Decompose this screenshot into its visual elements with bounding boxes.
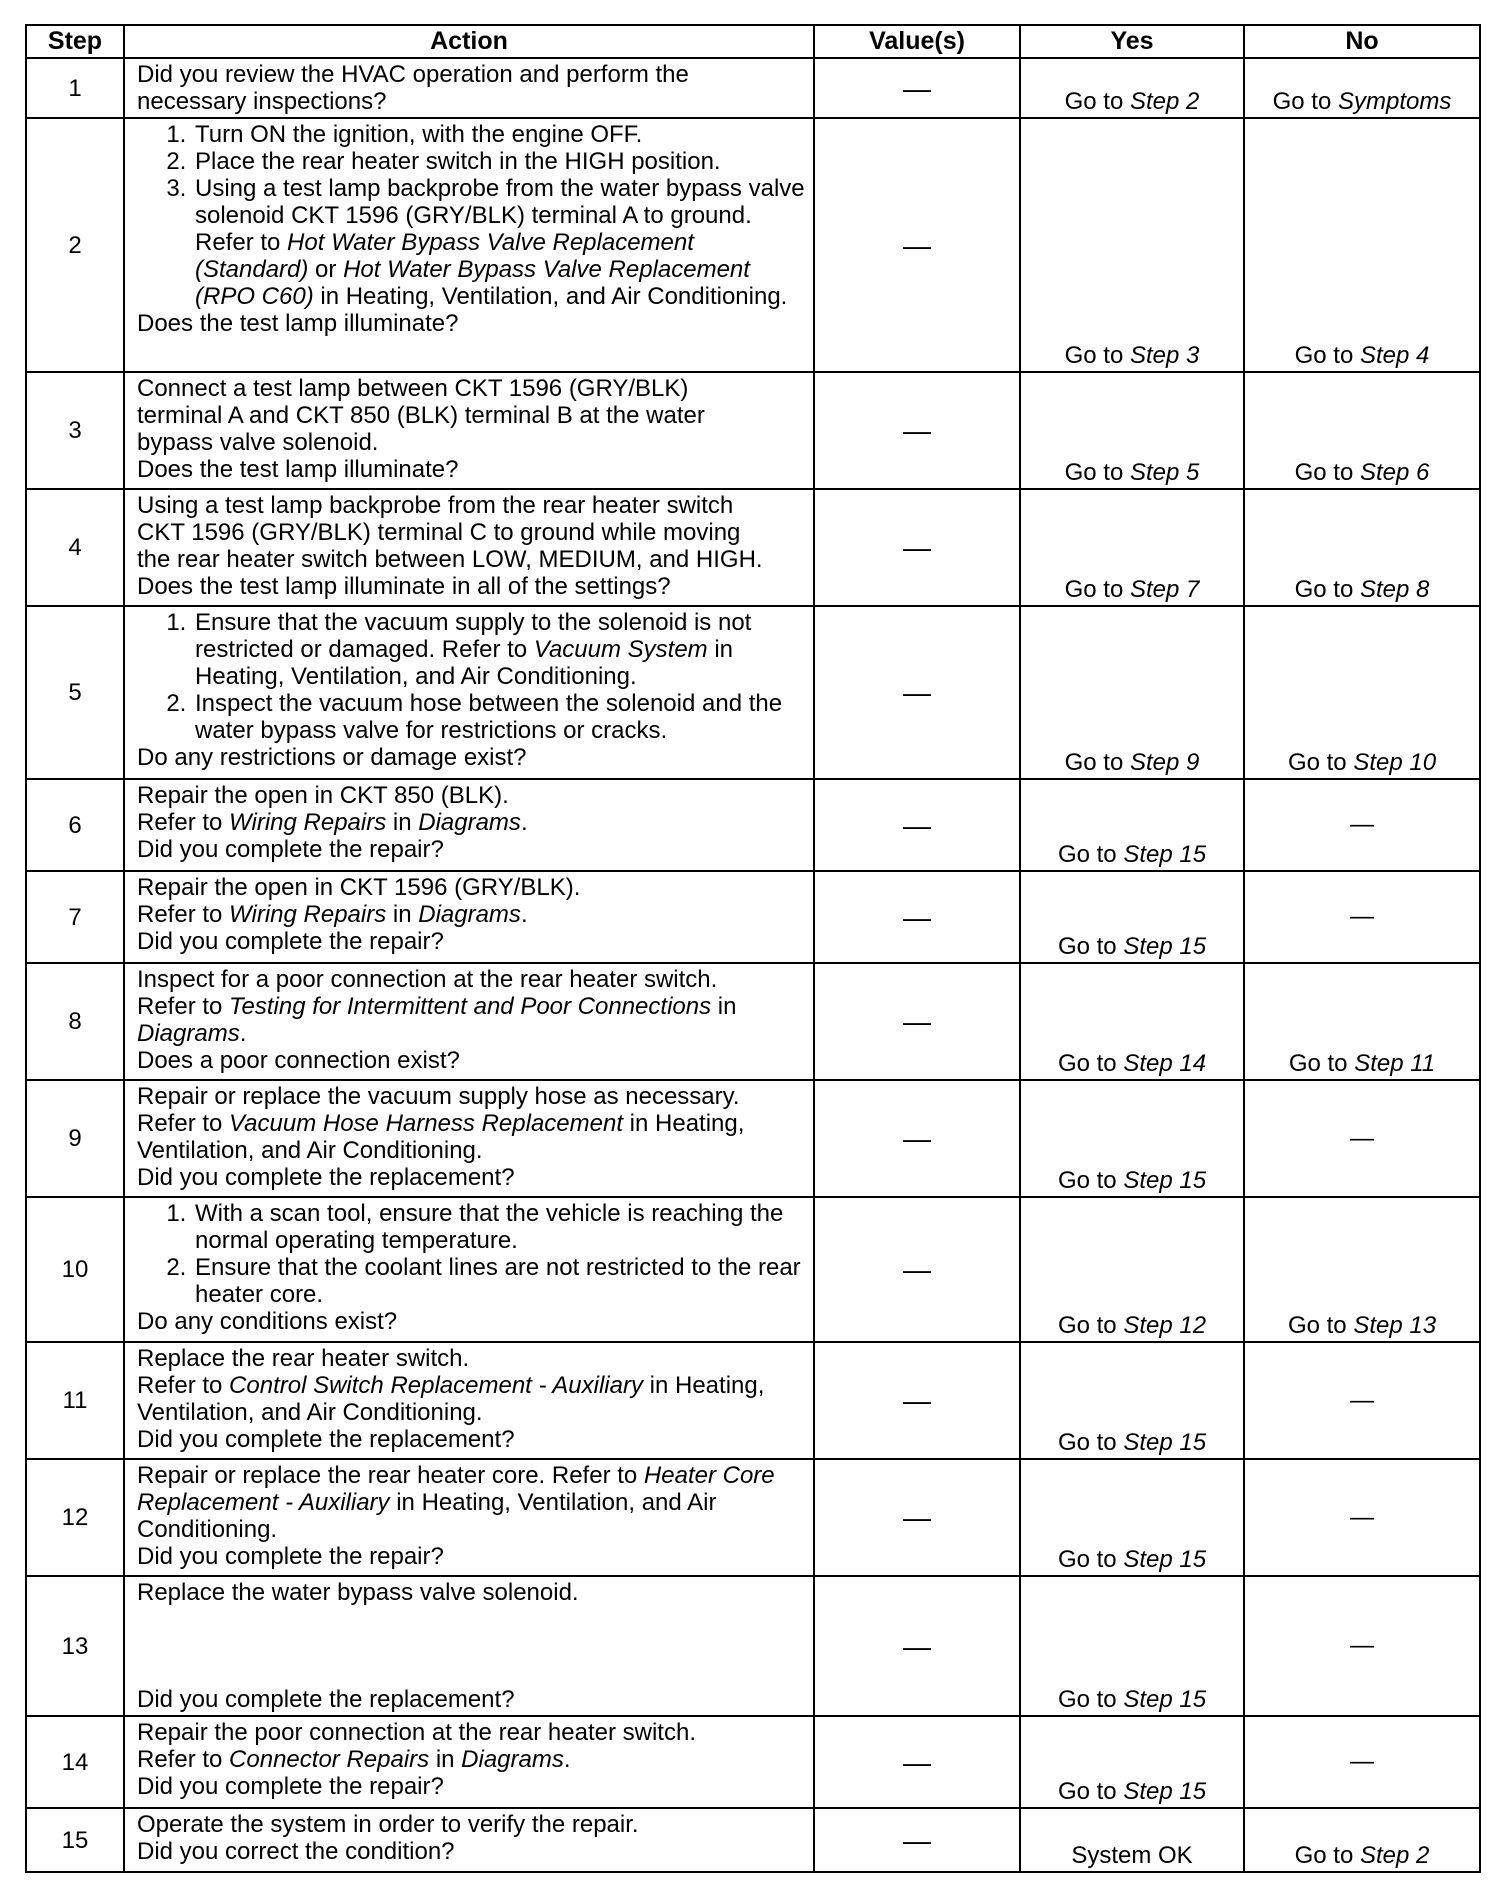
no-cell bbox=[1244, 118, 1480, 372]
action-cell bbox=[124, 963, 814, 1080]
step-number: 14 bbox=[26, 1716, 124, 1808]
no-prefix: Go to bbox=[1288, 1050, 1355, 1077]
action-cell bbox=[124, 372, 814, 489]
value-cell: — bbox=[814, 1459, 1020, 1576]
table-row bbox=[26, 871, 1480, 963]
reference-text: in Heating, Ventilation, and Air Conditioning. bbox=[137, 1110, 745, 1164]
yes-target-link[interactable]: Step 15 bbox=[1123, 1778, 1207, 1805]
reference-link[interactable]: Heater Core Replacement - Auxiliary bbox=[137, 1462, 775, 1516]
yes-prefix: Go to bbox=[1057, 1167, 1124, 1194]
step-number: 3 bbox=[26, 372, 124, 489]
table-row bbox=[26, 1197, 1480, 1342]
no-cell: — bbox=[1244, 1459, 1480, 1576]
reference-link[interactable]: Hot Water Bypass Valve Replacement (Standard) bbox=[195, 229, 694, 283]
table-row bbox=[26, 372, 1480, 489]
no-prefix: Go to bbox=[1287, 1312, 1354, 1339]
sub-step bbox=[193, 175, 805, 310]
reference-text: . bbox=[563, 1746, 571, 1773]
table-row bbox=[26, 1080, 1480, 1197]
action-cell bbox=[124, 58, 814, 118]
reference-text: Refer to bbox=[137, 901, 230, 928]
reference-text: in bbox=[386, 901, 419, 928]
no-target-link[interactable]: Symptoms bbox=[1338, 88, 1452, 115]
step-question: Does the test lamp illuminate? bbox=[137, 456, 459, 483]
step-number: 10 bbox=[26, 1197, 124, 1342]
reference-link[interactable]: Diagrams bbox=[418, 901, 521, 928]
table-row bbox=[26, 118, 1480, 372]
step-question: Do any restrictions or damage exist? bbox=[137, 744, 527, 771]
yes-prefix: Go to bbox=[1064, 342, 1130, 369]
sub-step: 2. Ensure that the coolant lines are not restricted to the rear heater core. bbox=[193, 1254, 805, 1308]
reference-text: Refer to bbox=[137, 1746, 230, 1773]
yes-cell bbox=[1020, 1342, 1244, 1459]
action-line: Replace the rear heater switch. bbox=[137, 1345, 470, 1372]
no-prefix: Go to bbox=[1294, 576, 1360, 603]
reference-text: Refer to bbox=[137, 993, 230, 1020]
reference-line bbox=[137, 901, 805, 928]
action-cell bbox=[124, 779, 814, 871]
yes-target-link[interactable]: Step 15 bbox=[1123, 1167, 1207, 1194]
reference-line bbox=[137, 993, 805, 1047]
no-prefix: Go to bbox=[1294, 342, 1360, 369]
yes-prefix: Go to bbox=[1064, 576, 1130, 603]
sub-step-text: in Heating, Ventilation, and Air Conditioning. bbox=[313, 283, 788, 310]
table-row bbox=[26, 1808, 1480, 1872]
table-row bbox=[26, 606, 1480, 779]
action-cell bbox=[124, 489, 814, 606]
reference-text: Repair or replace the rear heater core. Refer to bbox=[137, 1462, 644, 1489]
reference-link[interactable]: Vacuum Hose Harness Replacement bbox=[229, 1110, 624, 1137]
value-cell: — bbox=[814, 871, 1020, 963]
reference-text: in Heating, Ventilation, and Air Conditioning. bbox=[137, 1372, 765, 1426]
value-cell: — bbox=[814, 1576, 1020, 1716]
table-row bbox=[26, 963, 1480, 1080]
value-cell: — bbox=[814, 118, 1020, 372]
action-line: Connect a test lamp between CKT 1596 (GRY/BLK) bbox=[137, 375, 689, 402]
no-cell bbox=[1244, 1808, 1480, 1872]
sub-step-list bbox=[137, 1200, 805, 1308]
step-number: 13 bbox=[26, 1576, 124, 1716]
value-cell: — bbox=[814, 58, 1020, 118]
action-cell bbox=[124, 871, 814, 963]
reference-link[interactable]: Diagrams bbox=[418, 809, 521, 836]
reference-link[interactable]: Connector Repairs bbox=[229, 1746, 430, 1773]
yes-prefix: Go to bbox=[1057, 1778, 1124, 1805]
no-header: No bbox=[1244, 25, 1480, 58]
action-cell bbox=[124, 606, 814, 779]
action-line: necessary inspections? bbox=[137, 88, 387, 115]
step-number: 1 bbox=[26, 58, 124, 118]
step-question: Did you complete the replacement? bbox=[137, 1426, 515, 1453]
no-prefix: Go to bbox=[1294, 1842, 1360, 1869]
sub-step bbox=[193, 609, 805, 690]
no-cell bbox=[1244, 372, 1480, 489]
step-question: Did you complete the replacement? bbox=[137, 1164, 515, 1191]
diagnostic-table bbox=[25, 24, 1481, 1873]
yes-prefix: Go to bbox=[1057, 1429, 1124, 1456]
yes-prefix: Go to bbox=[1057, 1050, 1124, 1077]
yes-cell bbox=[1020, 1197, 1244, 1342]
yes-header: Yes bbox=[1020, 25, 1244, 58]
action-line: Using a test lamp backprobe from the rear heater switch bbox=[137, 492, 734, 519]
yes-target-link[interactable]: Step 14 bbox=[1123, 1050, 1207, 1077]
yes-cell bbox=[1020, 963, 1244, 1080]
reference-text: Refer to bbox=[137, 809, 230, 836]
table-row bbox=[26, 779, 1480, 871]
yes-cell bbox=[1020, 1808, 1244, 1872]
step-number: 11 bbox=[26, 1342, 124, 1459]
step-number: 8 bbox=[26, 963, 124, 1080]
no-cell bbox=[1244, 606, 1480, 779]
action-line: CKT 1596 (GRY/BLK) terminal C to ground while moving bbox=[137, 519, 741, 546]
yes-cell bbox=[1020, 1459, 1244, 1576]
step-question: Does the test lamp illuminate? bbox=[137, 310, 459, 337]
yes-prefix: Go to bbox=[1064, 459, 1130, 486]
value-cell: — bbox=[814, 1197, 1020, 1342]
reference-link[interactable]: Vacuum System bbox=[533, 636, 708, 663]
no-prefix: Go to bbox=[1272, 88, 1338, 115]
yes-prefix: Go to bbox=[1064, 88, 1130, 115]
action-header: Action bbox=[124, 25, 814, 58]
reference-link[interactable]: Diagrams bbox=[137, 1020, 240, 1047]
step-number: 15 bbox=[26, 1808, 124, 1872]
action-line: Repair the poor connection at the rear heater switch. bbox=[137, 1719, 696, 1746]
table-row bbox=[26, 1576, 1480, 1716]
action-line: Did you review the HVAC operation and perform the bbox=[137, 61, 689, 88]
sub-step-text: in Heating, Ventilation, and Air Conditioning. bbox=[195, 636, 734, 690]
value-cell: — bbox=[814, 606, 1020, 779]
action-cell bbox=[124, 118, 814, 372]
yes-target-link[interactable]: Step 3 bbox=[1129, 342, 1200, 369]
action-cell bbox=[124, 1459, 814, 1576]
yes-cell bbox=[1020, 1576, 1244, 1716]
value-cell: — bbox=[814, 779, 1020, 871]
yes-target-link[interactable]: Step 15 bbox=[1123, 933, 1207, 960]
no-cell: — bbox=[1244, 871, 1480, 963]
yes-target-link[interactable]: Step 5 bbox=[1129, 459, 1200, 486]
step-question: Did you correct the condition? bbox=[137, 1838, 455, 1865]
action-line: bypass valve solenoid. bbox=[137, 429, 379, 456]
step-question: Did you complete the repair? bbox=[137, 1543, 444, 1570]
value-cell: — bbox=[814, 372, 1020, 489]
no-prefix: Go to bbox=[1287, 749, 1354, 776]
value-cell: — bbox=[814, 1342, 1020, 1459]
reference-link[interactable]: Wiring Repairs bbox=[229, 901, 387, 928]
value-cell: — bbox=[814, 963, 1020, 1080]
no-cell: — bbox=[1244, 1576, 1480, 1716]
no-cell: — bbox=[1244, 1342, 1480, 1459]
no-target-link[interactable]: Step 8 bbox=[1359, 576, 1430, 603]
action-cell bbox=[124, 1342, 814, 1459]
yes-prefix: Go to bbox=[1057, 1312, 1124, 1339]
no-cell bbox=[1244, 963, 1480, 1080]
reference-link[interactable]: Hot Water Bypass Valve Replacement (RPO C60) bbox=[195, 256, 750, 310]
step-question: Does a poor connection exist? bbox=[137, 1047, 460, 1074]
step-number: 2 bbox=[26, 118, 124, 372]
reference-link[interactable]: Control Switch Replacement - Auxiliary bbox=[229, 1372, 643, 1399]
action-line: terminal A and CKT 850 (BLK) terminal B at the water bbox=[137, 402, 705, 429]
reference-text: in bbox=[711, 993, 737, 1020]
system-ok-label: System OK bbox=[1071, 1842, 1193, 1869]
action-line: Repair or replace the vacuum supply hose as necessary. bbox=[137, 1083, 740, 1110]
sub-step-text: Using a test lamp backprobe from the water bypass valve solenoid CKT 1596 (GRY/BLK) terminal A to ground. Refer to bbox=[195, 175, 805, 256]
yes-cell bbox=[1020, 1716, 1244, 1808]
reference-text: Refer to bbox=[137, 1372, 230, 1399]
sub-step: 1. With a scan tool, ensure that the vehicle is reaching the normal operating temperature. bbox=[193, 1200, 805, 1254]
value-cell: — bbox=[814, 1808, 1020, 1872]
no-target-link[interactable]: Step 11 bbox=[1354, 1050, 1436, 1077]
sub-step-text: Ensure that the vacuum supply to the solenoid is not restricted or damaged. Refer to bbox=[195, 609, 752, 663]
yes-cell bbox=[1020, 1080, 1244, 1197]
value-cell: — bbox=[814, 1080, 1020, 1197]
value-cell: — bbox=[814, 1716, 1020, 1808]
table-row bbox=[26, 1459, 1480, 1576]
step-number: 12 bbox=[26, 1459, 124, 1576]
yes-cell bbox=[1020, 118, 1244, 372]
step-header: Step bbox=[26, 25, 124, 58]
action-cell bbox=[124, 1576, 814, 1716]
step-number: 9 bbox=[26, 1080, 124, 1197]
header-row bbox=[26, 25, 1480, 58]
action-line: Replace the water bypass valve solenoid. bbox=[137, 1579, 579, 1606]
sub-step: 1. Turn ON the ignition, with the engine OFF. bbox=[193, 121, 805, 148]
yes-target-link[interactable]: Step 15 bbox=[1123, 1686, 1207, 1713]
reference-text: . bbox=[239, 1020, 247, 1047]
yes-target-link[interactable]: Step 9 bbox=[1129, 749, 1200, 776]
action-cell bbox=[124, 1808, 814, 1872]
yes-target-link[interactable]: Step 15 bbox=[1123, 1546, 1207, 1573]
no-cell bbox=[1244, 489, 1480, 606]
action-cell bbox=[124, 1080, 814, 1197]
action-line: Inspect for a poor connection at the rear heater switch. bbox=[137, 966, 718, 993]
yes-prefix: Go to bbox=[1057, 1546, 1124, 1573]
sub-step-list bbox=[137, 121, 805, 310]
yes-prefix: Go to bbox=[1057, 933, 1124, 960]
table-row bbox=[26, 58, 1480, 118]
no-target-link[interactable]: Step 10 bbox=[1353, 749, 1437, 776]
step-number: 4 bbox=[26, 489, 124, 606]
action-line: Operate the system in order to verify the repair. bbox=[137, 1811, 639, 1838]
yes-cell bbox=[1020, 606, 1244, 779]
yes-target-link[interactable]: Step 15 bbox=[1123, 841, 1207, 868]
step-question: Did you complete the repair? bbox=[137, 1773, 444, 1800]
step-question: Did you complete the replacement? bbox=[137, 1686, 515, 1713]
reference-text: in bbox=[386, 809, 419, 836]
yes-target-link[interactable]: Step 7 bbox=[1129, 576, 1200, 603]
values-header: Value(s) bbox=[814, 25, 1020, 58]
reference-line bbox=[137, 809, 805, 836]
step-number: 7 bbox=[26, 871, 124, 963]
sub-step-text: or bbox=[308, 256, 344, 283]
no-target-link[interactable]: Step 6 bbox=[1359, 459, 1430, 486]
yes-target-link[interactable]: Step 2 bbox=[1129, 88, 1200, 115]
no-target-link[interactable]: Step 13 bbox=[1353, 1312, 1437, 1339]
sub-step: 2. Inspect the vacuum hose between the solenoid and the water bypass valve for restrictions or cracks. bbox=[193, 690, 805, 744]
yes-target-link[interactable]: Step 12 bbox=[1123, 1312, 1207, 1339]
step-question: Does the test lamp illuminate in all of the settings? bbox=[137, 573, 671, 600]
table-row bbox=[26, 1716, 1480, 1808]
reference-link[interactable]: Wiring Repairs bbox=[229, 809, 387, 836]
table-row bbox=[26, 489, 1480, 606]
step-number: 5 bbox=[26, 606, 124, 779]
reference-link[interactable]: Testing for Intermittent and Poor Connections bbox=[229, 993, 712, 1020]
reference-text: in bbox=[429, 1746, 462, 1773]
reference-text: Refer to bbox=[137, 1110, 230, 1137]
reference-line bbox=[137, 1746, 805, 1773]
no-cell: — bbox=[1244, 779, 1480, 871]
no-cell bbox=[1244, 1197, 1480, 1342]
reference-text: . bbox=[520, 809, 528, 836]
yes-cell bbox=[1020, 779, 1244, 871]
yes-cell bbox=[1020, 58, 1244, 118]
action-line: the rear heater switch between LOW, MEDIUM, and HIGH. bbox=[137, 546, 763, 573]
yes-prefix: Go to bbox=[1064, 749, 1130, 776]
yes-cell bbox=[1020, 871, 1244, 963]
action-line: Repair the open in CKT 850 (BLK). bbox=[137, 782, 509, 809]
action-line: Repair the open in CKT 1596 (GRY/BLK). bbox=[137, 874, 581, 901]
no-prefix: Go to bbox=[1294, 459, 1360, 486]
reference-line bbox=[137, 1110, 805, 1164]
sub-step: 2. Place the rear heater switch in the HIGH position. bbox=[193, 148, 805, 175]
reference-line bbox=[137, 1372, 805, 1426]
action-cell bbox=[124, 1197, 814, 1342]
action-cell bbox=[124, 1716, 814, 1808]
no-target-link[interactable]: Step 2 bbox=[1359, 1842, 1430, 1869]
step-question: Did you complete the repair? bbox=[137, 928, 444, 955]
value-cell: — bbox=[814, 489, 1020, 606]
step-question: Do any conditions exist? bbox=[137, 1308, 398, 1335]
step-number: 6 bbox=[26, 779, 124, 871]
no-target-link[interactable]: Step 4 bbox=[1359, 342, 1430, 369]
reference-text: in Heating, Ventilation, and Air Conditioning. bbox=[137, 1489, 717, 1543]
no-cell: — bbox=[1244, 1080, 1480, 1197]
step-question: Did you complete the repair? bbox=[137, 836, 444, 863]
yes-prefix: Go to bbox=[1057, 841, 1124, 868]
reference-text: . bbox=[520, 901, 528, 928]
no-cell: — bbox=[1244, 1716, 1480, 1808]
yes-cell bbox=[1020, 489, 1244, 606]
sub-step-list bbox=[137, 609, 805, 744]
no-cell bbox=[1244, 58, 1480, 118]
yes-cell bbox=[1020, 372, 1244, 489]
table-row bbox=[26, 1342, 1480, 1459]
reference-link[interactable]: Diagrams bbox=[461, 1746, 564, 1773]
yes-target-link[interactable]: Step 15 bbox=[1123, 1429, 1207, 1456]
yes-prefix: Go to bbox=[1057, 1686, 1124, 1713]
reference-line bbox=[137, 1462, 805, 1543]
